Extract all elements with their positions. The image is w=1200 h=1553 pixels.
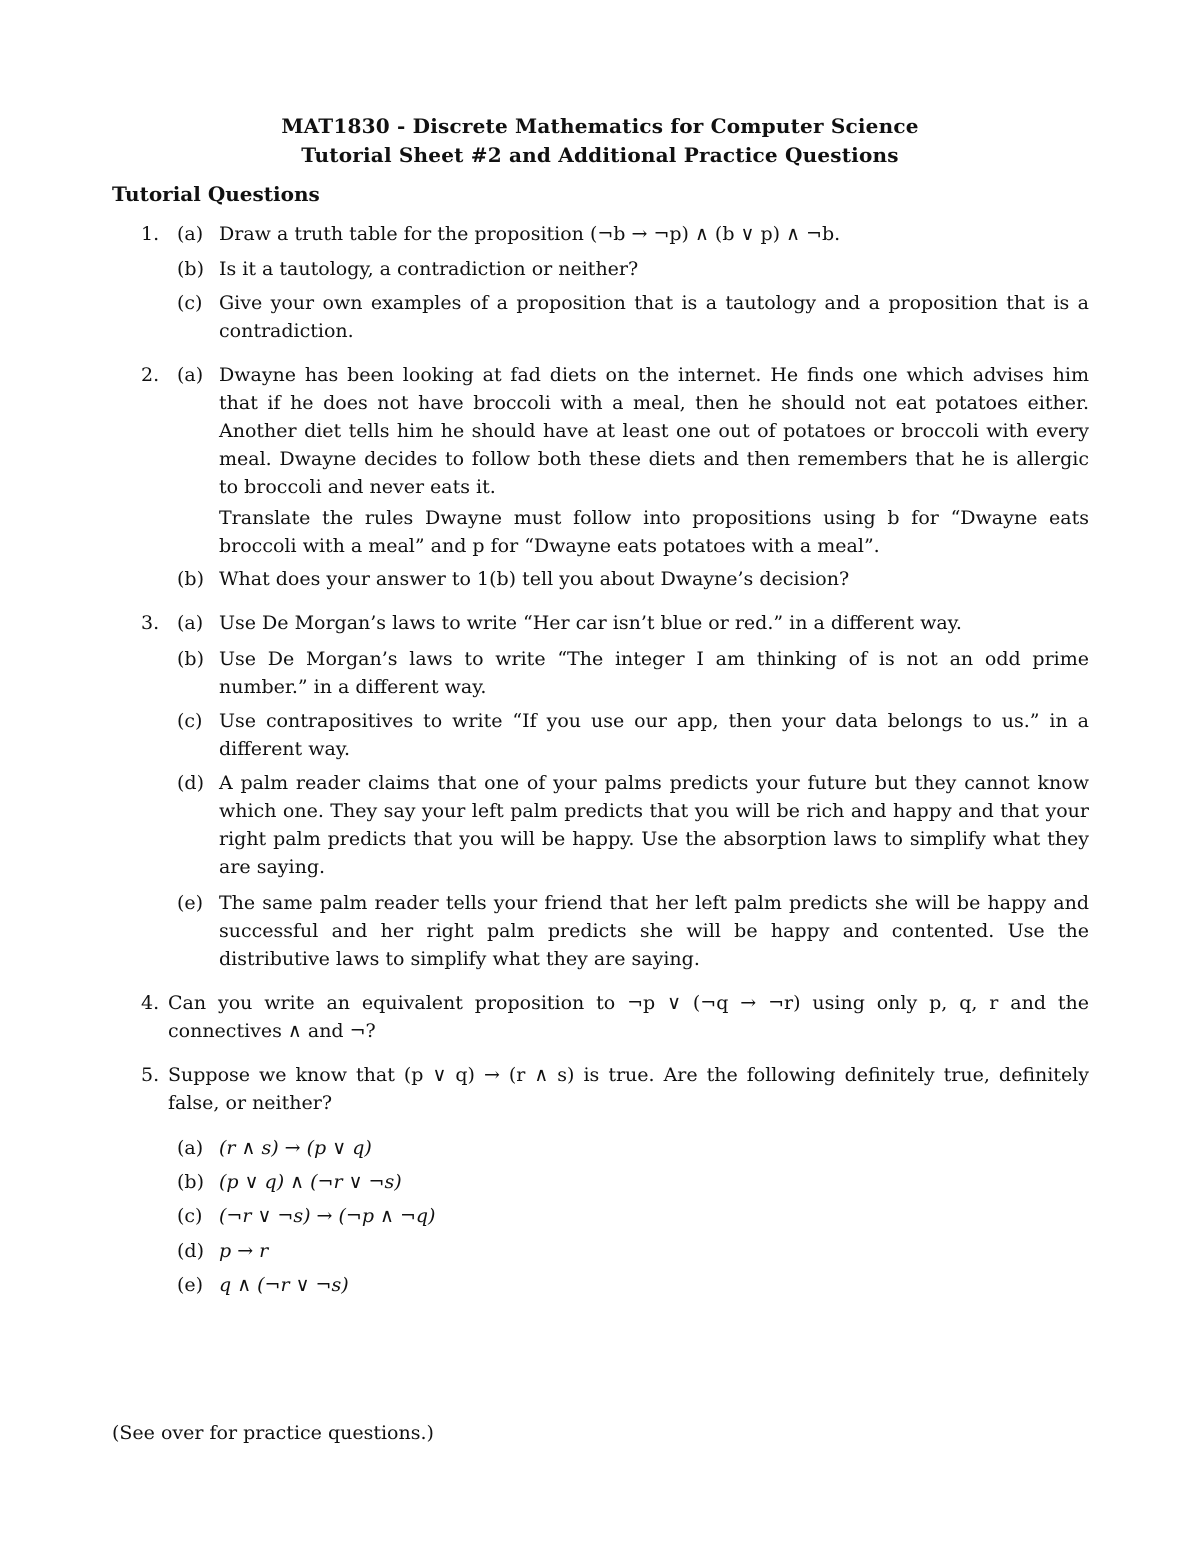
q5e-label: (e) — [177, 1274, 204, 1296]
q1a-label: (a) — [177, 223, 204, 245]
q1a-text: Draw a truth table for the proposition (¬b → ¬p) ∧ (b ∨ p) ∧ ¬b. — [219, 223, 841, 245]
q3e-label: (e) — [177, 892, 204, 914]
q3d-text: A palm reader claims that one of your palms predicts your future but they cannot know which one. They say your left palm predicts that you will be rich and happy and that your right palm predicts that you will be happy. Use the absorption laws to simplify what they are saying. — [219, 772, 1089, 878]
q2a-text: Dwayne has been looking at fad diets on the internet. He finds one which advises him that if he does not have broccoli with a meal, then he should not eat potatoes either. Another diet tells him he should have at least one out of potatoes or broccoli with every meal. Dwayne decides to follow both these diets and then remembers that he is allergic to broccoli and never eats it. — [219, 364, 1089, 498]
section-heading: Tutorial Questions — [112, 182, 320, 206]
q5c-text: (¬r ∨ ¬s) → (¬p ∧ ¬q) — [219, 1205, 436, 1227]
q2b-label: (b) — [177, 568, 204, 590]
q3c-text: Use contrapositives to write “If you use our app, then your data belongs to us.” in a different way. — [219, 710, 1089, 760]
q5-number: 5. — [141, 1064, 160, 1086]
q5-text: Suppose we know that (p ∨ q) → (r ∧ s) is true. Are the following definitely true, definitely false, or neither? — [168, 1064, 1089, 1114]
q2a-translate-text: Translate the rules Dwayne must follow into propositions using b for “Dwayne eats broccoli with a meal” and p for “Dwayne eats potatoes with a meal”. — [219, 507, 1089, 557]
q2-number: 2. — [141, 364, 160, 386]
q3b-text: Use De Morgan’s laws to write “The integer I am thinking of is not an odd prime number.” in a different way. — [219, 648, 1089, 698]
q5b-text: (p ∨ q) ∧ (¬r ∨ ¬s) — [219, 1171, 402, 1193]
q2a-label: (a) — [177, 364, 204, 386]
q1-number: 1. — [141, 223, 160, 245]
q5b-label: (b) — [177, 1171, 204, 1193]
q5a-text: (r ∧ s) → (p ∨ q) — [219, 1137, 372, 1159]
document-subtitle: Tutorial Sheet #2 and Additional Practice Questions — [301, 143, 899, 167]
q3b-label: (b) — [177, 648, 204, 670]
document-title: MAT1830 - Discrete Mathematics for Computer Science — [281, 114, 919, 138]
q5c-label: (c) — [177, 1205, 203, 1227]
q5d-text: p → r — [219, 1240, 269, 1262]
q3-number: 3. — [141, 612, 160, 634]
footer-note: (See over for practice questions.) — [112, 1422, 434, 1444]
q2b-text: What does your answer to 1(b) tell you about Dwayne’s decision? — [219, 568, 850, 590]
q5a-label: (a) — [177, 1137, 204, 1159]
q3d-label: (d) — [177, 772, 204, 794]
q3e-text: The same palm reader tells your friend that her left palm predicts she will be happy and successful and her right palm predicts she will be happy and contented. Use the distributive laws to simplify what they are saying. — [219, 892, 1089, 970]
q3c-label: (c) — [177, 710, 203, 732]
q4-text: Can you write an equivalent proposition to ¬p ∨ (¬q → ¬r) using only p, q, r and the connectives ∧ and ¬? — [168, 992, 1089, 1042]
q1b-text: Is it a tautology, a contradiction or neither? — [219, 258, 639, 280]
q4-number: 4. — [141, 992, 160, 1014]
q3a-text: Use De Morgan’s laws to write “Her car isn’t blue or red.” in a different way. — [219, 612, 962, 634]
q3a-label: (a) — [177, 612, 204, 634]
q5e-text: q ∧ (¬r ∨ ¬s) — [219, 1274, 349, 1296]
q1c-text: Give your own examples of a proposition that is a tautology and a proposition that is a contradiction. — [219, 292, 1089, 342]
q1b-label: (b) — [177, 258, 204, 280]
q1c-label: (c) — [177, 292, 203, 314]
q5d-label: (d) — [177, 1240, 204, 1262]
